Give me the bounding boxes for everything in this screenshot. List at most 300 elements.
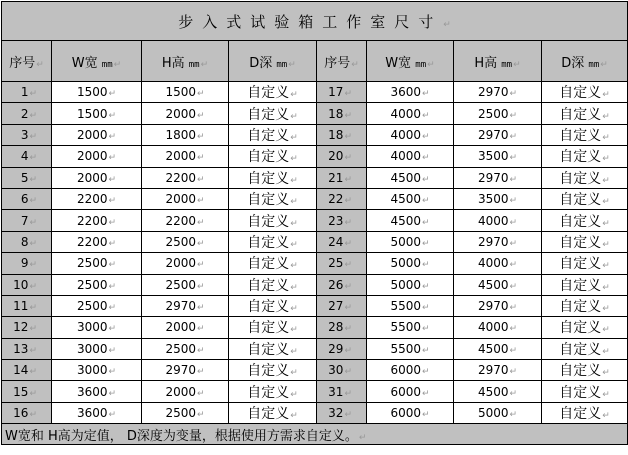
table-cell: 4500↵ — [454, 338, 542, 359]
header-height-2 — [454, 41, 542, 82]
table-cell: 2970↵ — [454, 82, 542, 103]
paragraph-mark-icon: ↵ — [509, 367, 518, 378]
table-cell: 4000↵ — [454, 210, 542, 231]
paragraph-mark-icon: ↵ — [344, 388, 352, 399]
footer-note: W宽和 H高为定值， D深度为变量，根据使用方需求自定义。↵ — [2, 424, 628, 445]
paragraph-mark-icon: ↵ — [422, 410, 430, 421]
table-cell: 1500↵ — [52, 103, 142, 124]
table-cell: 3600↵ — [367, 82, 454, 103]
table-cell: 2500↵ — [142, 231, 229, 252]
index-cell: 4↵ — [2, 146, 52, 167]
paragraph-mark-icon: ↵ — [290, 154, 298, 165]
paragraph-mark-icon: ↵ — [602, 90, 610, 101]
index-cell: 26↵ — [317, 274, 367, 295]
title-row — [2, 2, 628, 41]
table-row — [2, 295, 628, 316]
paragraph-mark-icon: ↵ — [197, 196, 205, 207]
paragraph-mark-icon: ↵ — [36, 59, 44, 70]
paragraph-mark-icon: ↵ — [344, 410, 352, 421]
paragraph-mark-icon: ↵ — [509, 281, 518, 292]
index-cell: 31↵ — [317, 381, 367, 402]
table-row — [2, 188, 628, 209]
paragraph-mark-icon: ↵ — [290, 261, 298, 272]
table-row — [2, 253, 628, 274]
header-label: 序号 — [9, 55, 36, 71]
header-row — [2, 41, 628, 82]
table-cell: 自定义↵ — [229, 167, 317, 188]
paragraph-mark-icon: ↵ — [108, 281, 117, 292]
paragraph-mark-icon: ↵ — [422, 345, 430, 356]
paragraph-mark-icon: ↵ — [108, 89, 117, 100]
header-label: 序号 — [324, 55, 351, 71]
paragraph-mark-icon: ↵ — [509, 388, 518, 399]
table-cell: 自定义↵ — [542, 188, 628, 209]
table-cell: 3500↵ — [454, 188, 542, 209]
table-cell: 2000↵ — [52, 167, 142, 188]
paragraph-mark-icon: ↵ — [290, 90, 298, 101]
header-unit: mm — [101, 59, 113, 70]
index-cell: 5↵ — [2, 167, 52, 188]
table-cell: 自定义↵ — [542, 124, 628, 145]
paragraph-mark-icon: ↵ — [602, 261, 610, 272]
paragraph-mark-icon: ↵ — [422, 89, 430, 100]
table-cell: 2200↵ — [52, 231, 142, 252]
table-cell: 2500↵ — [142, 338, 229, 359]
table-cell: 2000↵ — [142, 253, 229, 274]
table-row — [2, 360, 628, 381]
index-cell: 18↵ — [317, 103, 367, 124]
header-unit: mm — [188, 59, 200, 70]
paragraph-mark-icon: ↵ — [197, 131, 205, 142]
table-cell: 自定义↵ — [229, 146, 317, 167]
paragraph-mark-icon: ↵ — [509, 410, 518, 421]
index-cell: 1↵ — [2, 82, 52, 103]
paragraph-mark-icon: ↵ — [422, 196, 430, 207]
paragraph-mark-icon: ↵ — [108, 196, 117, 207]
table-cell: 2500↵ — [142, 402, 229, 423]
paragraph-mark-icon: ↵ — [422, 367, 430, 378]
table-cell: 2500↵ — [52, 274, 142, 295]
table-cell: 2970↵ — [454, 360, 542, 381]
table-cell: 自定义↵ — [229, 188, 317, 209]
footer-row — [2, 424, 628, 445]
paragraph-mark-icon: ↵ — [108, 131, 117, 142]
index-cell: 16↵ — [2, 402, 52, 423]
index-cell: 29↵ — [317, 338, 367, 359]
table-cell: 自定义↵ — [229, 295, 317, 316]
table-cell: 2970↵ — [142, 295, 229, 316]
table-cell: 2970↵ — [454, 167, 542, 188]
paragraph-mark-icon: ↵ — [197, 89, 205, 100]
paragraph-mark-icon: ↵ — [602, 239, 610, 250]
paragraph-mark-icon: ↵ — [290, 389, 298, 400]
spec-table-sheet — [1, 1, 627, 453]
table-cell: 自定义↵ — [229, 124, 317, 145]
table-cell: 2000↵ — [142, 188, 229, 209]
paragraph-mark-icon: ↵ — [290, 239, 298, 250]
index-cell: 25↵ — [317, 253, 367, 274]
paragraph-mark-icon: ↵ — [344, 89, 352, 100]
paragraph-mark-icon: ↵ — [290, 304, 298, 315]
paragraph-mark-icon: ↵ — [509, 110, 518, 121]
paragraph-mark-icon: ↵ — [29, 281, 37, 292]
table-cell: 2200↵ — [52, 188, 142, 209]
table-cell: 1800↵ — [142, 124, 229, 145]
table-cell: 自定义↵ — [229, 210, 317, 231]
table-cell: 4000↵ — [367, 103, 454, 124]
table-cell: 自定义↵ — [229, 402, 317, 423]
paragraph-mark-icon: ↵ — [602, 304, 610, 315]
paragraph-mark-icon: ↵ — [602, 411, 610, 422]
table-cell: 4500↵ — [367, 210, 454, 231]
paragraph-mark-icon: ↵ — [344, 281, 352, 292]
paragraph-mark-icon: ↵ — [197, 217, 205, 228]
index-cell: 15↵ — [2, 381, 52, 402]
index-cell: 7↵ — [2, 210, 52, 231]
paragraph-mark-icon: ↵ — [108, 324, 117, 335]
paragraph-mark-icon: ↵ — [29, 131, 37, 142]
index-cell: 14↵ — [2, 360, 52, 381]
paragraph-mark-icon: ↵ — [422, 174, 430, 185]
table-cell: 2970↵ — [142, 360, 229, 381]
paragraph-mark-icon: ↵ — [602, 111, 610, 122]
table-cell: 3000↵ — [52, 338, 142, 359]
paragraph-mark-icon: ↵ — [197, 110, 205, 121]
paragraph-mark-icon: ↵ — [197, 281, 205, 292]
index-cell: 32↵ — [317, 402, 367, 423]
paragraph-mark-icon: ↵ — [29, 217, 37, 228]
table-cell: 自定义↵ — [542, 402, 628, 423]
paragraph-mark-icon: ↵ — [513, 59, 521, 70]
table-row — [2, 381, 628, 402]
table-cell: 自定义↵ — [229, 381, 317, 402]
paragraph-mark-icon: ↵ — [29, 345, 37, 356]
table-cell: 2000↵ — [52, 146, 142, 167]
index-cell: 3↵ — [2, 124, 52, 145]
table-cell: 自定义↵ — [542, 295, 628, 316]
table-cell: 4000↵ — [454, 253, 542, 274]
paragraph-mark-icon: ↵ — [422, 388, 430, 399]
paragraph-mark-icon: ↵ — [113, 59, 122, 70]
paragraph-mark-icon: ↵ — [197, 303, 205, 314]
paragraph-mark-icon: ↵ — [29, 89, 37, 100]
table-cell: 5000↵ — [367, 231, 454, 252]
paragraph-mark-icon: ↵ — [108, 260, 117, 271]
paragraph-mark-icon: ↵ — [344, 217, 352, 228]
table-row — [2, 146, 628, 167]
paragraph-mark-icon: ↵ — [509, 303, 518, 314]
paragraph-mark-icon: ↵ — [29, 388, 37, 399]
table-cell: 2000↵ — [142, 146, 229, 167]
paragraph-mark-icon: ↵ — [197, 345, 205, 356]
paragraph-mark-icon: ↵ — [509, 345, 518, 356]
paragraph-mark-icon: ↵ — [197, 260, 205, 271]
paragraph-mark-icon: ↵ — [29, 238, 37, 249]
paragraph-mark-icon: ↵ — [602, 282, 610, 293]
paragraph-mark-icon: ↵ — [197, 153, 205, 164]
paragraph-mark-icon: ↵ — [602, 132, 610, 143]
table-cell: 2000↵ — [142, 381, 229, 402]
table-cell: 2000↵ — [52, 124, 142, 145]
index-cell: 24↵ — [317, 231, 367, 252]
paragraph-mark-icon: ↵ — [29, 174, 37, 185]
paragraph-mark-icon: ↵ — [344, 303, 352, 314]
paragraph-mark-icon: ↵ — [29, 303, 37, 314]
paragraph-mark-icon: ↵ — [422, 153, 430, 164]
paragraph-mark-icon: ↵ — [290, 218, 298, 229]
paragraph-mark-icon: ↵ — [509, 238, 518, 249]
paragraph-mark-icon: ↵ — [197, 174, 205, 185]
paragraph-mark-icon: ↵ — [108, 367, 117, 378]
table-cell: 4000↵ — [367, 124, 454, 145]
table-row — [2, 82, 628, 103]
size-table — [1, 1, 628, 445]
table-cell: 自定义↵ — [542, 231, 628, 252]
paragraph-mark-icon: ↵ — [108, 217, 117, 228]
table-cell: 4000↵ — [454, 317, 542, 338]
table-cell: 自定义↵ — [542, 381, 628, 402]
header-width-2 — [367, 41, 454, 82]
paragraph-mark-icon: ↵ — [108, 110, 117, 121]
table-cell: 6000↵ — [367, 381, 454, 402]
index-cell: 12↵ — [2, 317, 52, 338]
table-cell: 2500↵ — [454, 103, 542, 124]
table-row — [2, 210, 628, 231]
table-cell: 6000↵ — [367, 360, 454, 381]
index-cell: 20↵ — [317, 146, 367, 167]
table-cell: 2500↵ — [52, 253, 142, 274]
table-row — [2, 124, 628, 145]
paragraph-mark-icon: ↵ — [29, 260, 37, 271]
index-cell: 22↵ — [317, 188, 367, 209]
table-title: 步入式试验箱工作室尺寸↵ — [2, 2, 628, 41]
paragraph-mark-icon: ↵ — [602, 325, 610, 336]
header-label: W宽 — [385, 55, 412, 71]
header-depth — [229, 41, 317, 82]
paragraph-mark-icon: ↵ — [509, 131, 518, 142]
paragraph-mark-icon: ↵ — [602, 175, 610, 186]
table-cell: 2500↵ — [142, 274, 229, 295]
table-cell: 3000↵ — [52, 317, 142, 338]
paragraph-mark-icon: ↵ — [197, 367, 205, 378]
table-cell: 1500↵ — [142, 82, 229, 103]
paragraph-mark-icon: ↵ — [422, 131, 430, 142]
table-cell: 2200↵ — [142, 210, 229, 231]
paragraph-mark-icon: ↵ — [197, 238, 205, 249]
table-cell: 4000↵ — [367, 146, 454, 167]
table-cell: 自定义↵ — [542, 167, 628, 188]
table-cell: 自定义↵ — [542, 103, 628, 124]
table-cell: 自定义↵ — [542, 317, 628, 338]
index-cell: 6↵ — [2, 188, 52, 209]
paragraph-mark-icon: ↵ — [29, 153, 37, 164]
table-cell: 3000↵ — [52, 360, 142, 381]
table-cell: 2000↵ — [142, 317, 229, 338]
table-cell: 4500↵ — [367, 188, 454, 209]
header-index-2 — [317, 41, 367, 82]
paragraph-mark-icon: ↵ — [344, 238, 352, 249]
table-cell: 2970↵ — [454, 124, 542, 145]
table-cell: 5500↵ — [367, 317, 454, 338]
table-cell: 1500↵ — [52, 82, 142, 103]
table-row — [2, 167, 628, 188]
paragraph-mark-icon: ↵ — [602, 218, 610, 229]
header-unit: mm — [501, 59, 513, 70]
paragraph-mark-icon: ↵ — [509, 174, 518, 185]
header-index — [2, 41, 52, 82]
index-cell: 18↵ — [317, 124, 367, 145]
table-cell: 自定义↵ — [229, 360, 317, 381]
paragraph-mark-icon: ↵ — [422, 110, 430, 121]
paragraph-mark-icon: ↵ — [344, 196, 352, 207]
table-cell: 自定义↵ — [542, 82, 628, 103]
paragraph-mark-icon: ↵ — [197, 324, 205, 335]
header-label: D深 — [561, 55, 585, 71]
index-cell: 21↵ — [317, 167, 367, 188]
table-cell: 3600↵ — [52, 381, 142, 402]
paragraph-mark-icon: ↵ — [108, 174, 117, 185]
header-height — [142, 41, 229, 82]
index-cell: 23↵ — [317, 210, 367, 231]
paragraph-mark-icon: ↵ — [344, 367, 352, 378]
paragraph-mark-icon: ↵ — [509, 196, 518, 207]
paragraph-mark-icon: ↵ — [29, 196, 37, 207]
index-cell: 28↵ — [317, 317, 367, 338]
index-cell: 9↵ — [2, 253, 52, 274]
table-row — [2, 338, 628, 359]
paragraph-mark-icon: ↵ — [602, 197, 610, 208]
paragraph-mark-icon: ↵ — [290, 197, 298, 208]
paragraph-mark-icon: ↵ — [200, 59, 209, 70]
table-cell: 自定义↵ — [229, 274, 317, 295]
table-cell: 5500↵ — [367, 295, 454, 316]
table-cell: 自定义↵ — [542, 360, 628, 381]
paragraph-mark-icon: ↵ — [509, 153, 518, 164]
paragraph-mark-icon: ↵ — [29, 110, 37, 121]
paragraph-mark-icon: ↵ — [344, 110, 352, 121]
paragraph-mark-icon: ↵ — [422, 324, 430, 335]
header-label: H高 — [474, 55, 498, 71]
paragraph-mark-icon: ↵ — [344, 345, 352, 356]
table-row — [2, 317, 628, 338]
paragraph-mark-icon: ↵ — [344, 131, 352, 142]
paragraph-mark-icon: ↵ — [108, 410, 117, 421]
table-row — [2, 274, 628, 295]
paragraph-mark-icon: ↵ — [509, 217, 518, 228]
header-label: D深 — [249, 55, 273, 71]
paragraph-mark-icon: ↵ — [422, 217, 430, 228]
paragraph-mark-icon: ↵ — [108, 345, 117, 356]
table-cell: 自定义↵ — [229, 317, 317, 338]
header-label: W宽 — [71, 55, 98, 71]
table-row — [2, 103, 628, 124]
paragraph-mark-icon: ↵ — [108, 303, 117, 314]
paragraph-mark-icon: ↵ — [422, 238, 430, 249]
table-cell: 2970↵ — [454, 295, 542, 316]
paragraph-mark-icon: ↵ — [290, 411, 298, 422]
index-cell: 10↵ — [2, 274, 52, 295]
paragraph-mark-icon: ↵ — [602, 368, 610, 379]
paragraph-mark-icon: ↵ — [290, 325, 298, 336]
table-cell: 2200↵ — [142, 167, 229, 188]
paragraph-mark-icon: ↵ — [422, 260, 430, 271]
table-cell: 5000↵ — [454, 402, 542, 423]
table-row — [2, 402, 628, 423]
table-cell: 自定义↵ — [229, 103, 317, 124]
paragraph-mark-icon: ↵ — [290, 132, 298, 143]
paragraph-mark-icon: ↵ — [602, 154, 610, 165]
paragraph-mark-icon: ↵ — [602, 346, 610, 357]
table-cell: 自定义↵ — [542, 146, 628, 167]
paragraph-mark-icon: ↵ — [427, 59, 435, 70]
table-cell: 4500↵ — [454, 274, 542, 295]
table-cell: 自定义↵ — [542, 210, 628, 231]
index-cell: 13↵ — [2, 338, 52, 359]
paragraph-mark-icon: ↵ — [358, 432, 367, 443]
table-cell: 5500↵ — [367, 338, 454, 359]
index-cell: 11↵ — [2, 295, 52, 316]
paragraph-mark-icon: ↵ — [344, 153, 352, 164]
paragraph-mark-icon: ↵ — [29, 410, 37, 421]
paragraph-mark-icon: ↵ — [29, 367, 37, 378]
table-cell: 4500↵ — [367, 167, 454, 188]
table-cell: 3600↵ — [52, 402, 142, 423]
paragraph-mark-icon: ↵ — [509, 324, 518, 335]
paragraph-mark-icon: ↵ — [29, 324, 37, 335]
paragraph-mark-icon: ↵ — [422, 303, 430, 314]
header-unit: mm — [588, 59, 600, 70]
paragraph-mark-icon: ↵ — [290, 175, 298, 186]
header-unit: mm — [276, 59, 288, 70]
paragraph-mark-icon: ↵ — [290, 346, 298, 357]
table-cell: 自定义↵ — [229, 253, 317, 274]
header-unit: mm — [415, 59, 427, 70]
paragraph-mark-icon: ↵ — [602, 389, 610, 400]
index-cell: 27↵ — [317, 295, 367, 316]
table-cell: 5000↵ — [367, 253, 454, 274]
table-cell: 6000↵ — [367, 402, 454, 423]
table-row — [2, 231, 628, 252]
table-cell: 3500↵ — [454, 146, 542, 167]
paragraph-mark-icon: ↵ — [108, 388, 117, 399]
paragraph-mark-icon: ↵ — [351, 59, 359, 70]
index-cell: 17↵ — [317, 82, 367, 103]
paragraph-mark-icon: ↵ — [344, 324, 352, 335]
table-cell: 4500↵ — [454, 381, 542, 402]
header-label: H高 — [161, 55, 185, 71]
table-cell: 自定义↵ — [542, 338, 628, 359]
header-width — [52, 41, 142, 82]
paragraph-mark-icon: ↵ — [197, 388, 205, 399]
paragraph-mark-icon: ↵ — [509, 89, 518, 100]
paragraph-mark-icon: ↵ — [288, 59, 296, 70]
paragraph-mark-icon: ↵ — [509, 260, 518, 271]
paragraph-mark-icon: ↵ — [344, 260, 352, 271]
table-cell: 2970↵ — [454, 231, 542, 252]
paragraph-mark-icon: ↵ — [290, 368, 298, 379]
index-cell: 2↵ — [2, 103, 52, 124]
table-cell: 自定义↵ — [542, 253, 628, 274]
paragraph-mark-icon: ↵ — [290, 282, 298, 293]
paragraph-mark-icon: ↵ — [600, 59, 608, 70]
index-cell: 30↵ — [317, 360, 367, 381]
paragraph-mark-icon: ↵ — [344, 174, 352, 185]
table-cell: 自定义↵ — [229, 231, 317, 252]
paragraph-mark-icon: ↵ — [108, 153, 117, 164]
table-cell: 自定义↵ — [229, 338, 317, 359]
table-cell: 自定义↵ — [542, 274, 628, 295]
paragraph-mark-icon: ↵ — [108, 238, 117, 249]
